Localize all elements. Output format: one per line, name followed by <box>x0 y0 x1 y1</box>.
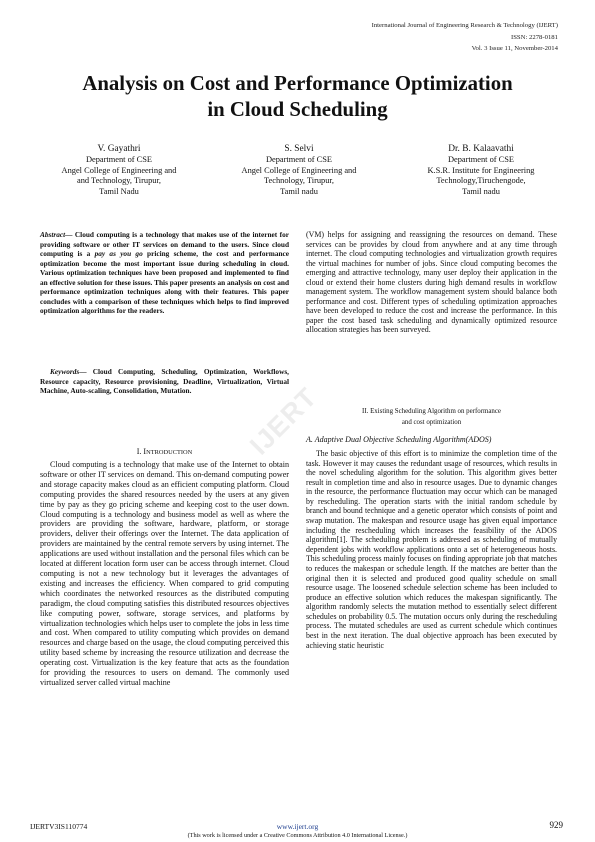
ados-paragraph: The basic objective of this effort is to minimize the completion time of the task. However it may causes the redundant usage of resources, which results in the novel scheduling algorithm for the solution. This algorithm gives better result in completion time and also in resource usages. Due to dynamic changes in the resource, the performance fluctuation may occur which can be managed by rescheduling. The operation starts with the initial random schedule by branch and bound technique and a genetic operator which consists of point and swap mutation. The makespan and resource usage has given equal importance including the rescheduling which increases the feasibility of the ADOS algorithm[1]. The scheduling problem is addressed as scheduling of mutually dependent jobs with workflow applications onto a set of heterogeneous hosts. This scheduling process mainly focuses on finding appropriate job that matches to reduces the makespan or schedule length. If the matches are better than the original then it is selected and produced good quality schedule on small resource usage. The loosened schedule selection scheme has been included to produce an effective solution which reduces the makespan significantly. The algorithm randomly selects the mutation method to essentially select different schedules on probability 0.5. The mutation occurs only during the rescheduling process. The mutated schedules are used as current schedule which continues best in the next iteration. The dual objective approach has been executed by achieving static heuristic <box>306 449 557 650</box>
author-affiliation: K.S.R. Institute for Engineering <box>427 165 535 175</box>
paper-id: IJERTV3IS110774 <box>30 822 88 831</box>
introduction-paragraph: Cloud computing is a technology that make use of the Internet to obtain software or other IT services on demand. This on-demand computing power and storage capacity makes cloud as an efficient computing platform. Cloud computing provides the shared resources needed by the users at any given time by pay as they go pricing scheme and keeping cost to the user down. Cloud computing is a technology and business model as well as where the providers are providing the software, hardware, platform, or storage providers, deliver their offerings over the Internet. The data application of providers are maintained by the central remote servers by using internet. The applications are used without installation and the personal files which can be located at different location form user can be access through internet. Cloud computing is not a new technology but it leverages the advantages of existing and increases the efficiency. When compared to grid computing which coordinates the networked resources as the distributed computing paradigm, the cloud computing satisfies this distributed resources objectives like computing power, software, storage services, and platforms by virtualization technologies which helps user to complete the jobs in less time and cost. When compared to utility computing which provides on demand resources and charge based on the usage, the cloud computing perceived this utility based scheme by increasing the resource utilization and decrease the operating cost. Virtualization is the key feature that acts as the foundation for providing the resources to users on demand. The commonly used virtualized server called virtual machine <box>40 460 289 687</box>
paper-title-line-2: in Cloud Scheduling <box>207 97 388 121</box>
introduction-body <box>40 460 289 688</box>
author-location: Tamil Nadu <box>99 186 139 196</box>
author-block-1 <box>30 143 208 197</box>
section-initial: I <box>143 447 147 456</box>
license-notice: (This work is licensed under a Creative Commons Attribution 4.0 International License.) <box>187 832 408 839</box>
author-department: Department of CSE <box>265 155 333 164</box>
author-location: Tamil nadu <box>280 186 318 196</box>
author-department: Department of CSE <box>447 155 515 164</box>
author-affiliation: Angel College of Engineering and <box>241 165 357 175</box>
author-affiliation: Angel College of Engineering and <box>61 165 177 175</box>
keywords <box>40 367 289 396</box>
keywords-label: Keywords <box>50 367 80 376</box>
section-heading-existing-algorithms <box>306 406 557 428</box>
ados-body <box>306 449 557 650</box>
paper-title <box>30 71 565 122</box>
journal-name: International Journal of Engineering Research & Technology (IJERT) <box>371 22 558 29</box>
abstract-emphasis: pay as you go <box>94 249 143 259</box>
author-affiliation: and Technology, Tirupur, <box>77 176 161 186</box>
author-affiliation: Technology,Tiruchengode, <box>436 176 526 186</box>
introduction-continued-paragraph: (VM) helps for assigning and reassigning the resources on demand. These services can be provides by cloud from anywhere and at any time through internet. The cloud computing technologies and virtualization growth requires the virtual machines for number of jobs. Since cloud computing becomes the emerging and attractive technology, many user deploy their application in the cloud or extend their home clusters during high demand results in workflow management system. The workflow management system should balance both performance and cost. Different types of scheduling optimization approaches have been developed to reduce the cost and increase the performance. In this paper the cost based task scheduling and dynamically optimized resource allocation strategies has been surveyed. <box>306 230 557 335</box>
journal-issn: ISSN: 2278-0181 <box>510 33 558 41</box>
section-numeral: I. <box>136 447 144 456</box>
abstract-text: — Cloud computing is a technology that makes use of the internet for providing software or other IT services on demand to the users. Since cloud computing is a <box>40 230 289 259</box>
section-rest: NTRODUCTION <box>146 449 193 456</box>
introduction-continued <box>306 230 557 335</box>
author-department: Department of CSE <box>85 155 153 164</box>
section-heading-introduction <box>40 447 289 458</box>
author-name: V. Gayathri <box>97 144 141 154</box>
author-affiliation: Technology, Tirupur, <box>264 176 334 186</box>
page-number: 929 <box>549 820 563 830</box>
paper-title-line-1: Analysis on Cost and Performance Optimization <box>82 72 513 95</box>
journal-header <box>372 20 558 55</box>
author-location: Tamil nadu <box>462 186 500 196</box>
journal-volume: Vol. 3 Issue 11, November-2014 <box>471 45 558 53</box>
subsection-heading-ados: A. Adaptive Dual Objective Scheduling Algorithm(ADOS) <box>306 435 492 444</box>
abstract-label: Abstract <box>40 230 66 239</box>
section-heading-line: II. Existing Scheduling Algorithm on performance <box>362 408 501 415</box>
keywords-text: — Cloud Computing, Scheduling, Optimization, Workflows, Resource capacity, Resource provisioning, Deadline, Virtualization, Virtual Machine, Auto-scaling, Consolidation, Mutation. <box>40 367 289 396</box>
abstract <box>40 230 289 316</box>
journal-website-link[interactable]: www.ijert.org <box>276 822 319 831</box>
abstract-text: pricing scheme, the cost and performance optimization become the most important issue during scheduling in cloud. Various optimization techniques have been proposed and implemented to find an effective solution for these issues. This paper presents an analysis on cost and performance optimization techniques along with their features. This paper concludes with a comparison of these techniques which helps to find improved optimization algorithms for the readers. <box>40 249 289 316</box>
author-block-3 <box>392 143 570 197</box>
watermark: IJERT <box>243 381 323 461</box>
author-name: S. Selvi <box>284 144 314 154</box>
author-name: Dr. B. Kalaavathi <box>448 144 514 154</box>
section-heading-line: and cost optimization <box>401 419 462 426</box>
author-block-2 <box>210 143 388 197</box>
